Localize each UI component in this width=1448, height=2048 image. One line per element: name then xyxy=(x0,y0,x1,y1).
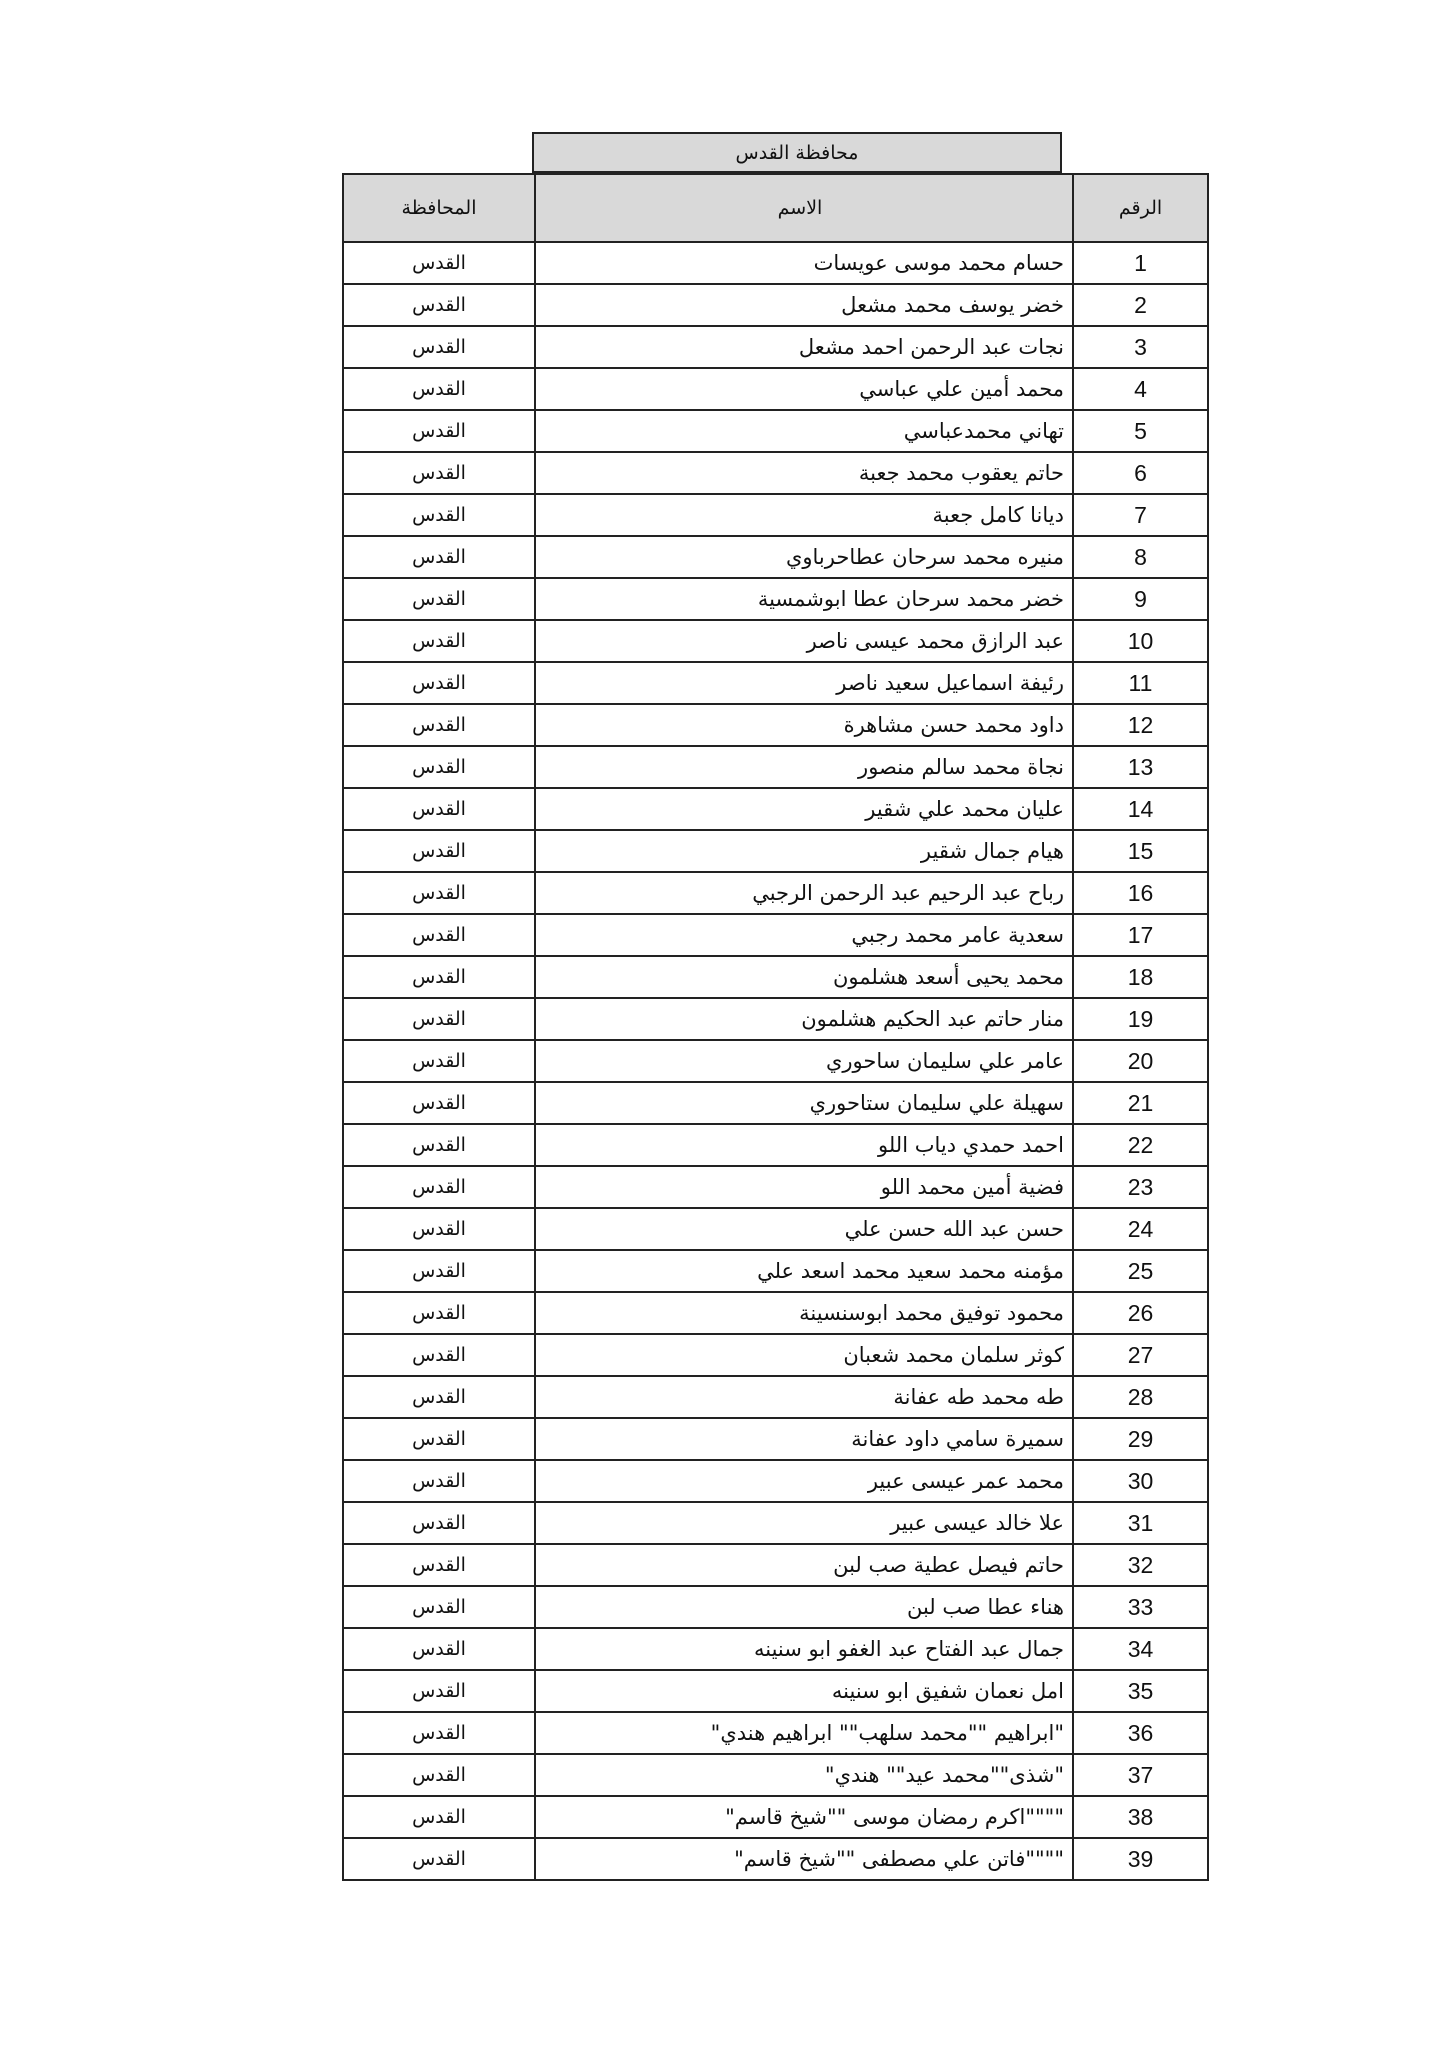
governorate-cell: القدس xyxy=(343,956,535,998)
table-row xyxy=(343,578,1208,620)
name-cell: خضر محمد سرحان عطا ابوشمسية xyxy=(535,578,1073,620)
table-row xyxy=(343,1082,1208,1124)
name-cell: تهاني محمدعباسي xyxy=(535,410,1073,452)
governorate-cell: القدس xyxy=(343,1292,535,1334)
governorate-cell: القدس xyxy=(343,1208,535,1250)
number-cell: 5 xyxy=(1073,410,1208,452)
name-cell: منار حاتم عبد الحكيم هشلمون xyxy=(535,998,1073,1040)
governorate-cell: القدس xyxy=(343,1082,535,1124)
table-row xyxy=(343,1628,1208,1670)
name-cell: محمد أمين علي عباسي xyxy=(535,368,1073,410)
governorate-cell: القدس xyxy=(343,1418,535,1460)
name-cell: ديانا كامل جعبة xyxy=(535,494,1073,536)
table-row xyxy=(343,620,1208,662)
number-cell: 12 xyxy=(1073,704,1208,746)
table-row xyxy=(343,1166,1208,1208)
number-cell: 38 xyxy=(1073,1796,1208,1838)
governorate-cell: القدس xyxy=(343,1544,535,1586)
number-cell: 37 xyxy=(1073,1754,1208,1796)
governorate-cell: القدس xyxy=(343,1796,535,1838)
governorate-cell: القدس xyxy=(343,746,535,788)
table-row xyxy=(343,914,1208,956)
number-cell: 25 xyxy=(1073,1250,1208,1292)
governorate-cell: القدس xyxy=(343,788,535,830)
governorate-title-text: محافظة القدس xyxy=(735,141,859,164)
name-cell: خضر يوسف محمد مشعل xyxy=(535,284,1073,326)
table-row xyxy=(343,1208,1208,1250)
name-cell: رئيفة اسماعيل سعيد ناصر xyxy=(535,662,1073,704)
table-row xyxy=(343,1418,1208,1460)
column-header-name: الاسم xyxy=(535,174,1073,242)
governorate-cell: القدس xyxy=(343,284,535,326)
number-cell: 13 xyxy=(1073,746,1208,788)
table-row xyxy=(343,1754,1208,1796)
table-row xyxy=(343,830,1208,872)
table-row xyxy=(343,410,1208,452)
governorate-cell: القدس xyxy=(343,536,535,578)
table-row xyxy=(343,242,1208,284)
name-cell: محمد يحيى أسعد هشلمون xyxy=(535,956,1073,998)
number-cell: 11 xyxy=(1073,662,1208,704)
name-cell: """"اكرم رمضان موسى ""شيخ قاسم" xyxy=(535,1796,1073,1838)
table-row xyxy=(343,494,1208,536)
number-cell: 16 xyxy=(1073,872,1208,914)
name-cell: سميرة سامي داود عفانة xyxy=(535,1418,1073,1460)
table-row xyxy=(343,1334,1208,1376)
name-cell: هيام جمال شقير xyxy=(535,830,1073,872)
governorate-cell: القدس xyxy=(343,872,535,914)
number-cell: 29 xyxy=(1073,1418,1208,1460)
governorate-cell: القدس xyxy=(343,1334,535,1376)
name-cell: داود محمد حسن مشاهرة xyxy=(535,704,1073,746)
name-cell: طه محمد طه عفانة xyxy=(535,1376,1073,1418)
name-cell: فضية أمين محمد اللو xyxy=(535,1166,1073,1208)
table-row xyxy=(343,704,1208,746)
number-cell: 8 xyxy=(1073,536,1208,578)
name-cell: نجات عبد الرحمن احمد مشعل xyxy=(535,326,1073,368)
name-cell: سعدية عامر محمد رجبي xyxy=(535,914,1073,956)
table-row xyxy=(343,1250,1208,1292)
governorate-cell: القدس xyxy=(343,410,535,452)
number-cell: 32 xyxy=(1073,1544,1208,1586)
number-cell: 17 xyxy=(1073,914,1208,956)
name-cell: محمود توفيق محمد ابوسنسينة xyxy=(535,1292,1073,1334)
number-cell: 23 xyxy=(1073,1166,1208,1208)
number-cell: 24 xyxy=(1073,1208,1208,1250)
name-cell: منيره محمد سرحان عطاحرباوي xyxy=(535,536,1073,578)
governorate-cell: القدس xyxy=(343,1628,535,1670)
governorate-cell: القدس xyxy=(343,242,535,284)
governorate-cell: القدس xyxy=(343,1838,535,1880)
column-header-governorate: المحافظة xyxy=(343,174,535,242)
number-cell: 27 xyxy=(1073,1334,1208,1376)
governorate-cell: القدس xyxy=(343,704,535,746)
number-cell: 36 xyxy=(1073,1712,1208,1754)
number-cell: 31 xyxy=(1073,1502,1208,1544)
number-cell: 6 xyxy=(1073,452,1208,494)
table-row xyxy=(343,1796,1208,1838)
number-cell: 26 xyxy=(1073,1292,1208,1334)
governorate-cell: القدس xyxy=(343,1754,535,1796)
governorate-cell: القدس xyxy=(343,578,535,620)
name-cell: "ابراهيم ""محمد سلهب"" ابراهيم هندي" xyxy=(535,1712,1073,1754)
governorate-cell: القدس xyxy=(343,914,535,956)
table-row xyxy=(343,1502,1208,1544)
number-cell: 22 xyxy=(1073,1124,1208,1166)
governorate-cell: القدس xyxy=(343,1376,535,1418)
governorate-cell: القدس xyxy=(343,1124,535,1166)
number-cell: 18 xyxy=(1073,956,1208,998)
table-row xyxy=(343,1586,1208,1628)
governorate-cell: القدس xyxy=(343,1250,535,1292)
number-cell: 20 xyxy=(1073,1040,1208,1082)
governorate-cell: القدس xyxy=(343,1502,535,1544)
records-table xyxy=(342,173,1209,1881)
table-row xyxy=(343,1376,1208,1418)
name-cell: عليان محمد علي شقير xyxy=(535,788,1073,830)
table-row xyxy=(343,284,1208,326)
name-cell: حاتم يعقوب محمد جعبة xyxy=(535,452,1073,494)
number-cell: 28 xyxy=(1073,1376,1208,1418)
table-row xyxy=(343,662,1208,704)
name-cell: سهيلة علي سليمان ستاحوري xyxy=(535,1082,1073,1124)
number-cell: 14 xyxy=(1073,788,1208,830)
table-row xyxy=(343,326,1208,368)
name-cell: جمال عبد الفتاح عبد الغفو ابو سنينه xyxy=(535,1628,1073,1670)
governorate-cell: القدس xyxy=(343,1670,535,1712)
table-row xyxy=(343,536,1208,578)
table-row xyxy=(343,1544,1208,1586)
name-cell: حسام محمد موسى عويسات xyxy=(535,242,1073,284)
number-cell: 9 xyxy=(1073,578,1208,620)
column-header-number: الرقم xyxy=(1073,174,1208,242)
number-cell: 1 xyxy=(1073,242,1208,284)
table-row xyxy=(343,746,1208,788)
name-cell: عامر علي سليمان ساحوري xyxy=(535,1040,1073,1082)
name-cell: "شذى""محمد عيد"" هندي" xyxy=(535,1754,1073,1796)
number-cell: 21 xyxy=(1073,1082,1208,1124)
governorate-cell: القدس xyxy=(343,1586,535,1628)
number-cell: 15 xyxy=(1073,830,1208,872)
name-cell: """"فاتن علي مصطفى ""شيخ قاسم" xyxy=(535,1838,1073,1880)
table-row xyxy=(343,788,1208,830)
number-cell: 10 xyxy=(1073,620,1208,662)
table-header-row xyxy=(343,174,1208,242)
table-row xyxy=(343,1670,1208,1712)
governorate-cell: القدس xyxy=(343,368,535,410)
governorate-cell: القدس xyxy=(343,620,535,662)
number-cell: 33 xyxy=(1073,1586,1208,1628)
governorate-cell: القدس xyxy=(343,1712,535,1754)
number-cell: 4 xyxy=(1073,368,1208,410)
governorate-cell: القدس xyxy=(343,1460,535,1502)
name-cell: محمد عمر عيسى عبير xyxy=(535,1460,1073,1502)
table-row xyxy=(343,1712,1208,1754)
table-row xyxy=(343,872,1208,914)
governorate-cell: القدس xyxy=(343,494,535,536)
number-cell: 3 xyxy=(1073,326,1208,368)
governorate-cell: القدس xyxy=(343,326,535,368)
name-cell: رباح عبد الرحيم عبد الرحمن الرجبي xyxy=(535,872,1073,914)
name-cell: احمد حمدي دياب اللو xyxy=(535,1124,1073,1166)
table-row xyxy=(343,1124,1208,1166)
number-cell: 7 xyxy=(1073,494,1208,536)
number-cell: 39 xyxy=(1073,1838,1208,1880)
name-cell: مؤمنه محمد سعيد محمد اسعد علي xyxy=(535,1250,1073,1292)
table-row xyxy=(343,1460,1208,1502)
name-cell: هناء عطا صب لبن xyxy=(535,1586,1073,1628)
name-cell: عبد الرازق محمد عيسى ناصر xyxy=(535,620,1073,662)
governorate-title xyxy=(532,132,1062,173)
number-cell: 30 xyxy=(1073,1460,1208,1502)
name-cell: امل نعمان شفيق ابو سنينه xyxy=(535,1670,1073,1712)
number-cell: 2 xyxy=(1073,284,1208,326)
table-row xyxy=(343,956,1208,998)
table-row xyxy=(343,452,1208,494)
table-row xyxy=(343,1838,1208,1880)
table-body xyxy=(343,242,1208,1880)
name-cell: حاتم فيصل عطية صب لبن xyxy=(535,1544,1073,1586)
table-row xyxy=(343,1292,1208,1334)
governorate-cell: القدس xyxy=(343,830,535,872)
name-cell: حسن عبد الله حسن علي xyxy=(535,1208,1073,1250)
name-cell: نجاة محمد سالم منصور xyxy=(535,746,1073,788)
governorate-cell: القدس xyxy=(343,662,535,704)
table-row xyxy=(343,1040,1208,1082)
table-row xyxy=(343,368,1208,410)
table-row xyxy=(343,998,1208,1040)
number-cell: 34 xyxy=(1073,1628,1208,1670)
governorate-cell: القدس xyxy=(343,1040,535,1082)
governorate-cell: القدس xyxy=(343,998,535,1040)
number-cell: 35 xyxy=(1073,1670,1208,1712)
name-cell: علا خالد عيسى عبير xyxy=(535,1502,1073,1544)
governorate-cell: القدس xyxy=(343,1166,535,1208)
number-cell: 19 xyxy=(1073,998,1208,1040)
governorate-cell: القدس xyxy=(343,452,535,494)
name-cell: كوثر سلمان محمد شعبان xyxy=(535,1334,1073,1376)
